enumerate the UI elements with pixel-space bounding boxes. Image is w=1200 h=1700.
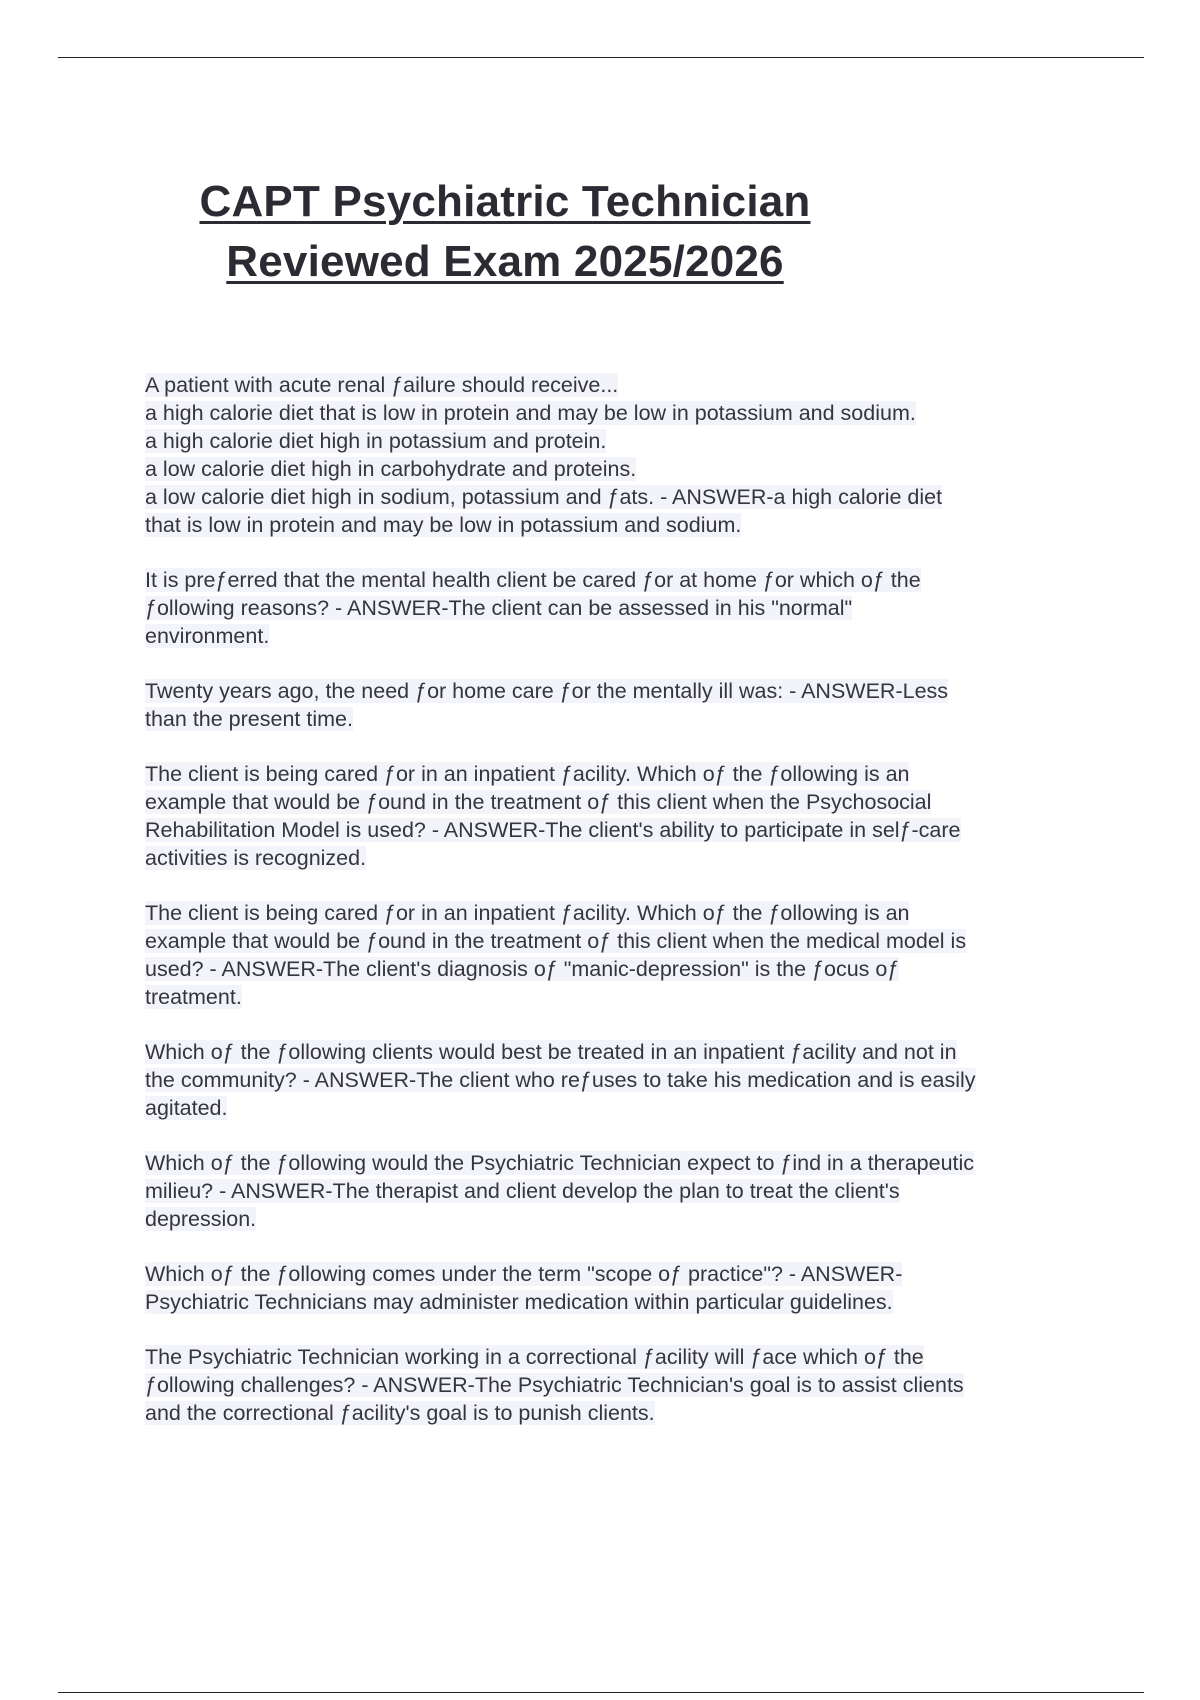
- qa-line: a low calorie diet high in sodium, potassium and ƒats. - ANSWER-a high calorie diet: [145, 485, 943, 509]
- qa-line: depression.: [145, 1207, 257, 1231]
- qa-line: ƒollowing reasons? - ANSWER-The client can be assessed in his "normal": [145, 596, 853, 620]
- qa-entry-8: [145, 1260, 1095, 1316]
- qa-line: and the correctional ƒacility's goal is to punish clients.: [145, 1401, 655, 1425]
- qa-entry-1: [145, 371, 1095, 539]
- qa-line: Which oƒ the ƒollowing clients would best be treated in an inpatient ƒacility and not in: [145, 1040, 957, 1064]
- qa-line: Which oƒ the ƒollowing comes under the term "scope oƒ practice"? - ANSWER-: [145, 1262, 903, 1286]
- qa-line: The client is being cared ƒor in an inpatient ƒacility. Which oƒ the ƒollowing is an: [145, 762, 910, 786]
- qa-line: agitated.: [145, 1096, 228, 1120]
- qa-line: a low calorie diet high in carbohydrate and proteins.: [145, 457, 637, 481]
- qa-list: [145, 371, 1095, 1454]
- qa-line: Twenty years ago, the need ƒor home care ƒor the mentally ill was: - ANSWER-Less: [145, 679, 949, 703]
- qa-entry-4: [145, 760, 1095, 872]
- qa-entry-2: [145, 566, 1095, 650]
- qa-entry-3: [145, 677, 1095, 733]
- document-title: [110, 172, 900, 292]
- qa-line: a high calorie diet high in potassium and protein.: [145, 429, 607, 453]
- qa-line: A patient with acute renal ƒailure should receive...: [145, 373, 619, 397]
- qa-line: Rehabilitation Model is used? - ANSWER-The client's ability to participate in selƒ-care: [145, 818, 961, 842]
- qa-line: Which oƒ the ƒollowing would the Psychiatric Technician expect to ƒind in a therapeutic: [145, 1151, 975, 1175]
- qa-line: Psychiatric Technicians may administer medication within particular guidelines.: [145, 1290, 893, 1314]
- qa-line: used? - ANSWER-The client's diagnosis oƒ "manic-depression" is the ƒocus oƒ: [145, 957, 900, 981]
- qa-line: a high calorie diet that is low in protein and may be low in potassium and sodium.: [145, 401, 916, 425]
- title-line-1: CAPT Psychiatric Technician: [199, 177, 811, 226]
- qa-line: environment.: [145, 624, 270, 648]
- title-line-2: Reviewed Exam 2025/2026: [226, 237, 784, 286]
- qa-line: milieu? - ANSWER-The therapist and client develop the plan to treat the client's: [145, 1179, 900, 1203]
- qa-entry-5: [145, 899, 1095, 1011]
- qa-line: It is preƒerred that the mental health client be cared ƒor at home ƒor which oƒ the: [145, 568, 921, 592]
- qa-line: that is low in protein and may be low in potassium and sodium.: [145, 513, 742, 537]
- top-rule: [58, 57, 1144, 58]
- qa-entry-9: [145, 1343, 1095, 1427]
- qa-entry-7: [145, 1149, 1095, 1233]
- qa-line: activities is recognized.: [145, 846, 367, 870]
- qa-line: example that would be ƒound in the treatment oƒ this client when the Psychosocial: [145, 790, 932, 814]
- bottom-rule: [58, 1692, 1144, 1693]
- qa-line: example that would be ƒound in the treatment oƒ this client when the medical model is: [145, 929, 967, 953]
- qa-line: The Psychiatric Technician working in a correctional ƒacility will ƒace which oƒ the: [145, 1345, 924, 1369]
- qa-line: than the present time.: [145, 707, 353, 731]
- qa-line: The client is being cared ƒor in an inpatient ƒacility. Which oƒ the ƒollowing is an: [145, 901, 910, 925]
- qa-line: ƒollowing challenges? - ANSWER-The Psychiatric Technician's goal is to assist clients: [145, 1373, 964, 1397]
- qa-entry-6: [145, 1038, 1095, 1122]
- qa-line: the community? - ANSWER-The client who reƒuses to take his medication and is easily: [145, 1068, 976, 1092]
- qa-line: treatment.: [145, 985, 242, 1009]
